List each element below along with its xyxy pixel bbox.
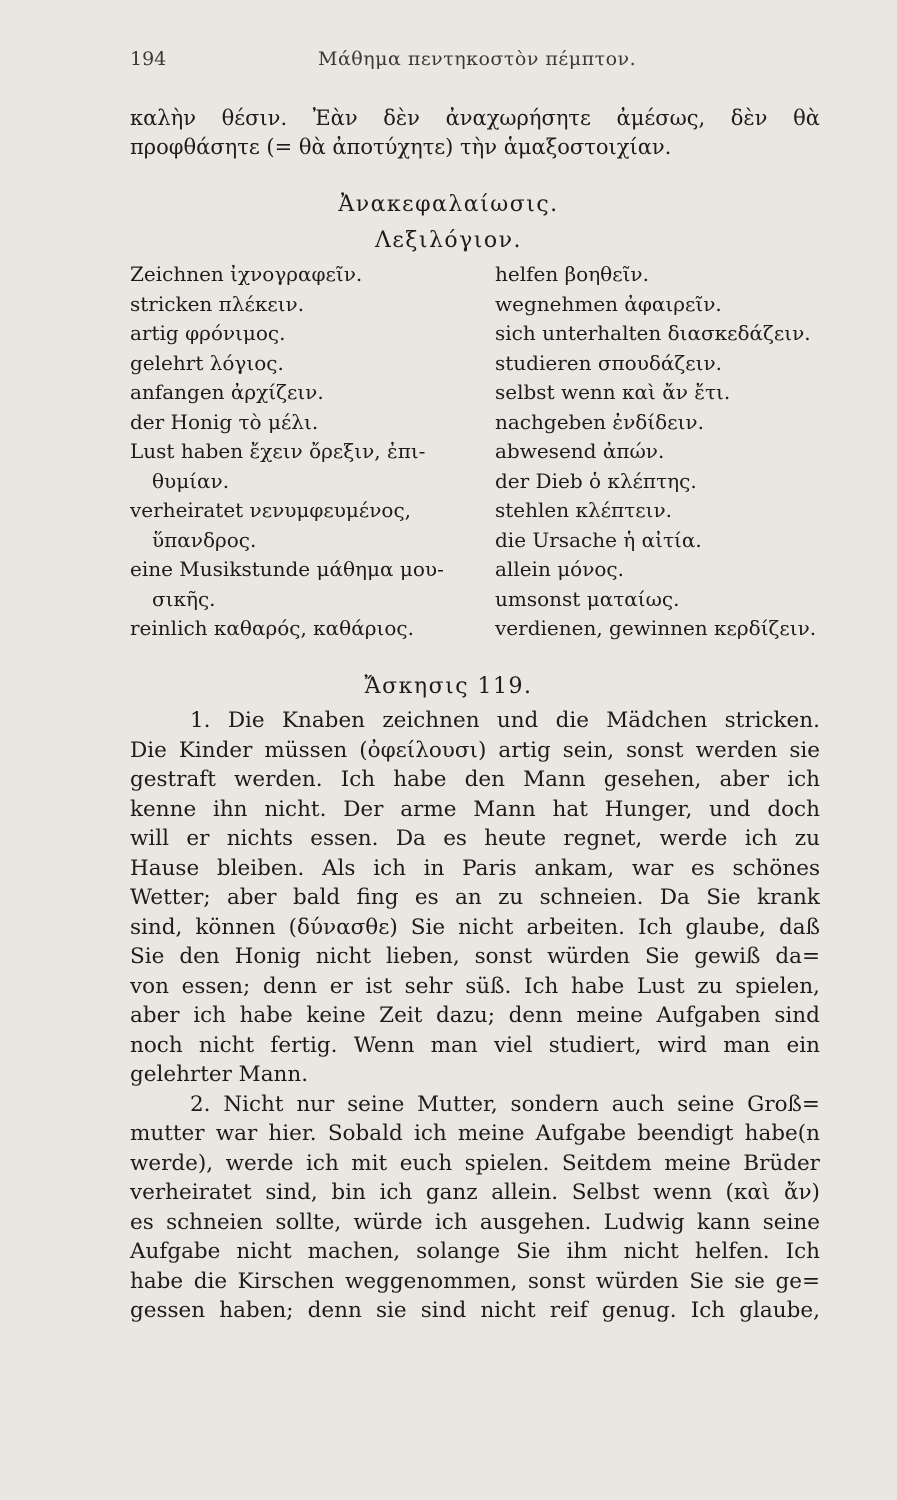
vocab-entry: nachgeben ἐνδίδειν.: [495, 409, 704, 434]
exercise-line: [130, 1149, 820, 1179]
vocab-entry: artig φρόνιμος.: [130, 321, 286, 345]
word: ἀναχωρήσητε: [445, 106, 591, 130]
word: nur: [296, 1091, 335, 1117]
word: ich: [379, 1180, 413, 1205]
word: und: [496, 708, 539, 733]
word: meine: [457, 1121, 525, 1146]
exercise-line: gelehrter Mann.: [130, 1062, 309, 1087]
exercise-line: [130, 1031, 820, 1061]
word: zeichnen: [382, 708, 480, 733]
word: keine: [306, 1003, 366, 1028]
word: und: [709, 796, 751, 822]
word: studiert,: [548, 1032, 642, 1058]
word: καλὴν: [130, 106, 196, 130]
word: auch: [611, 1091, 665, 1117]
running-title: Μάθημα πεντηκοστὸν πέμπτον.: [318, 48, 637, 70]
word: Sobald: [327, 1121, 403, 1146]
word: an: [455, 885, 482, 910]
word: man: [723, 1032, 771, 1058]
word: helfen.: [694, 1239, 770, 1264]
word: Knaben: [281, 708, 366, 733]
word: Ich: [340, 767, 376, 792]
word: es: [443, 826, 467, 851]
word: Hause: [130, 855, 200, 881]
word: bald: [292, 885, 341, 910]
word: seine: [347, 1091, 405, 1117]
word: sind: [774, 1003, 820, 1028]
word: krank: [756, 885, 820, 910]
exercise-line: [130, 706, 820, 736]
word: machen,: [307, 1239, 401, 1264]
word: 2.: [190, 1091, 211, 1117]
word: nicht: [198, 1032, 255, 1058]
word: sie: [789, 737, 820, 763]
word: ich: [744, 826, 778, 851]
vocab-entry-continuation: σικῆς.: [152, 586, 216, 611]
word: Wenn: [353, 1032, 415, 1058]
vocab-entry: eine Musikstunde μάθημα μου-: [130, 557, 444, 581]
word: Sie: [516, 1239, 551, 1264]
vocabulary-column-right: [495, 260, 840, 644]
word: Nicht: [223, 1091, 284, 1117]
word: von: [130, 973, 169, 999]
vocab-entry: studieren σπουδάζειν.: [495, 350, 722, 375]
word: verheiratet: [130, 1180, 252, 1205]
intro-line: προφθάσητε (= θὰ ἀποτύχητε) τὴν ἁμαξοστοιχίαν.: [130, 135, 672, 159]
exercise-line: [130, 913, 820, 943]
word: den: [179, 944, 220, 969]
word: denn: [508, 1003, 563, 1028]
word: die: [193, 1268, 228, 1294]
word: will: [130, 826, 170, 851]
word: Aufgabe: [535, 1121, 627, 1146]
word: glaube,: [739, 1298, 820, 1323]
word: (ὀφείλουσι): [359, 737, 487, 763]
word: gewiß: [694, 944, 761, 969]
word: habe: [571, 973, 625, 999]
word: Lust: [636, 973, 685, 999]
word: Sie: [689, 1268, 724, 1294]
word: sonst: [626, 737, 684, 763]
word: spielen.: [464, 1150, 550, 1176]
word: ich: [413, 1121, 447, 1146]
word: ἄν): [783, 1180, 820, 1205]
vocab-entry: selbst wenn καὶ ἄν ἔτι.: [495, 380, 731, 404]
word: weggenommen,: [344, 1268, 518, 1294]
word: gessen: [130, 1298, 206, 1323]
word: den: [464, 767, 505, 792]
word: Mädchen: [606, 708, 708, 733]
exercise-line: [130, 972, 820, 1002]
word: δὲν: [730, 106, 768, 130]
word: müssen: [264, 737, 348, 763]
word: Zeit: [379, 1003, 423, 1028]
word: sein,: [562, 737, 615, 763]
word: Ich: [785, 1239, 820, 1264]
word: werden: [695, 737, 778, 763]
word: aber: [130, 1003, 180, 1028]
word: Der: [343, 796, 384, 822]
word: werde: [225, 1150, 294, 1176]
vocab-entry: sich unterhalten διασκεδάζειν.: [495, 321, 811, 345]
word: (δύνασθε): [288, 914, 398, 940]
vocab-entry: umsonst ματαίως.: [495, 586, 680, 611]
word: artig: [498, 737, 551, 763]
word: Wetter;: [130, 885, 211, 910]
word: mutter: [130, 1121, 205, 1146]
word: wird: [657, 1032, 707, 1058]
word: Kinder: [178, 737, 253, 763]
exercise-line: [130, 1001, 820, 1031]
vocab-entry: stehlen κλέπτειν.: [495, 498, 672, 522]
word: sondern: [510, 1091, 599, 1117]
word: sehr: [404, 973, 453, 999]
page-header: [130, 48, 820, 74]
word: beendigt: [637, 1121, 734, 1146]
word: doch: [767, 796, 820, 822]
vocab-entry: reinlich καθαρός, καθάριος.: [130, 616, 414, 640]
word: ihm: [566, 1239, 608, 1264]
word: ist: [365, 973, 392, 999]
word: Sie: [706, 885, 741, 910]
word: werden.: [234, 767, 323, 792]
word: Kirschen: [237, 1268, 335, 1294]
word: bin: [331, 1180, 366, 1205]
word: fing: [356, 885, 399, 910]
word: er: [186, 826, 210, 851]
exercise-line: [130, 1237, 820, 1267]
word: essen;: [181, 973, 251, 999]
exercise-line: [130, 736, 820, 766]
word: ich: [787, 767, 820, 792]
exercise-line: [130, 883, 820, 913]
word: lieben,: [386, 944, 460, 969]
vocab-entry: gelehrt λόγιος.: [130, 350, 284, 375]
vocab-entry: der Dieb ὁ κλέπτης.: [495, 468, 697, 493]
word: θέσιν.: [221, 106, 288, 130]
word: schneien.: [539, 885, 644, 910]
word: ich: [306, 1150, 339, 1176]
word: war: [215, 1121, 258, 1146]
vocab-entry: anfangen ἀρχίζειν.: [130, 380, 324, 404]
word: nicht: [236, 1239, 292, 1264]
word: würden: [595, 1268, 679, 1294]
word: habe: [130, 1268, 184, 1294]
word: man: [430, 1032, 478, 1058]
word: Sie: [644, 944, 680, 969]
word: essen.: [310, 826, 379, 851]
word: heute: [484, 826, 547, 851]
word: nicht: [480, 1298, 536, 1323]
vocab-entry: die Ursache ἡ αἰτία.: [495, 527, 702, 552]
word: sonst: [474, 944, 533, 969]
word: solange: [416, 1239, 501, 1264]
word: kann: [696, 1209, 751, 1235]
exercise-line: [130, 1119, 820, 1149]
word: δὲν: [383, 106, 420, 130]
word: werde),: [130, 1150, 214, 1176]
vocab-entry-continuation: ὕπανδρος.: [152, 527, 257, 552]
word: war: [631, 855, 674, 881]
word: haben;: [219, 1298, 294, 1323]
word: 1.: [190, 708, 211, 733]
exercise-line: [130, 1090, 820, 1120]
vocab-entry: helfen βοηθεῖν.: [495, 262, 649, 286]
word: nicht: [458, 914, 514, 940]
word: Da: [395, 826, 426, 851]
word: habe: [239, 1003, 293, 1028]
word: ein: [786, 1032, 820, 1058]
vocab-entry: wegnehmen ἀφαιρεῖν.: [495, 291, 722, 316]
word: Ich: [523, 973, 559, 999]
vocab-entry: Lust haben ἔχειν ὄρεξιν, ἐπι-: [130, 439, 426, 463]
word: Paris: [462, 855, 517, 881]
exercise-line: [130, 1178, 820, 1208]
word: die: [555, 708, 589, 733]
word: gesehen,: [603, 767, 702, 792]
intro-line: [130, 104, 820, 133]
word: sollte,: [275, 1209, 342, 1235]
word: genug.: [601, 1298, 677, 1323]
word: zu: [697, 973, 723, 999]
word: regnet,: [563, 826, 643, 851]
word: aber: [719, 767, 770, 792]
word: ausgehen.: [479, 1209, 592, 1235]
word: es: [130, 1209, 154, 1235]
word: Ludwig: [603, 1209, 685, 1235]
word: ganz: [425, 1180, 478, 1205]
word: reif: [549, 1298, 588, 1323]
word: euch: [399, 1150, 453, 1176]
word: sind: [420, 1298, 467, 1323]
word: meine: [664, 1150, 731, 1176]
word: Honig: [234, 944, 301, 969]
vocabulary-column-left: [130, 260, 470, 644]
word: bleiben.: [216, 855, 305, 881]
word: kenne: [130, 796, 197, 822]
word: habe: [393, 767, 447, 792]
vocabulary-heading: Λεξιλόγιον.: [374, 228, 523, 253]
vocab-entry: abwesend ἀπών.: [495, 439, 665, 463]
vocab-entry: Zeichnen ἰχνογραφεῖν.: [130, 262, 363, 286]
word: denn: [307, 1298, 362, 1323]
word: ἀμέσως,: [616, 106, 706, 130]
word: es: [691, 855, 715, 881]
vocab-entry: verheiratet νενυμφευμένος,: [130, 498, 412, 522]
word: zu: [498, 885, 524, 910]
word: ich: [193, 1003, 226, 1028]
word: nichts: [226, 826, 293, 851]
word: mit: [351, 1150, 388, 1176]
exercise-line: [130, 795, 820, 825]
exercise-line: [130, 942, 820, 972]
word: in: [423, 855, 445, 881]
word: ge=: [775, 1268, 820, 1294]
word: Mann: [473, 796, 536, 822]
word: allein.: [491, 1180, 559, 1205]
exercise-line: [130, 1296, 820, 1326]
exercise-line: [130, 824, 820, 854]
word: Mann: [523, 767, 586, 792]
word: Die: [227, 708, 265, 733]
word: spielen,: [735, 973, 820, 999]
vocab-entry: verdienen, gewinnen κερδίζειν.: [495, 616, 817, 640]
word: hat: [552, 796, 588, 822]
vocab-entry: allein μόνος.: [495, 557, 624, 581]
word: viel: [493, 1032, 533, 1058]
word: sind,: [130, 914, 183, 940]
word: dazu;: [435, 1003, 495, 1028]
word: Da: [659, 885, 690, 910]
word: Ich: [690, 1298, 726, 1323]
word: fertig.: [270, 1032, 338, 1058]
word: Die: [130, 737, 167, 763]
word: arbeiten.: [526, 914, 625, 940]
word: noch: [130, 1032, 183, 1058]
word: (καὶ: [725, 1180, 771, 1205]
word: aber: [226, 885, 277, 910]
word: arme: [400, 796, 457, 822]
word: gestraft: [130, 767, 216, 792]
word: Selbst: [571, 1180, 640, 1205]
word: nicht.: [264, 796, 327, 822]
word: glaube,: [685, 914, 766, 940]
word: θὰ: [793, 106, 820, 130]
exercise-line: [130, 1267, 820, 1297]
word: sind,: [265, 1180, 318, 1205]
word: Ἐὰν: [312, 106, 358, 130]
word: ihn: [212, 796, 248, 822]
word: schneien: [166, 1209, 264, 1235]
word: da=: [775, 944, 820, 969]
word: sie: [375, 1298, 407, 1323]
word: Als: [322, 855, 356, 881]
recap-heading: Ἀνακεφαλαίωσις.: [338, 192, 559, 217]
word: Aufgabe: [130, 1239, 221, 1264]
word: Mutter,: [417, 1091, 498, 1117]
word: Aufgaben: [656, 1003, 761, 1028]
word: ankam,: [534, 855, 615, 881]
word: Sie: [410, 914, 446, 940]
word: schönes: [732, 855, 820, 881]
word: sonst: [527, 1268, 586, 1294]
word: Seitdem: [561, 1150, 652, 1176]
word: Ich: [637, 914, 673, 940]
exercise-text: [130, 706, 820, 1326]
word: habe(n: [744, 1121, 820, 1146]
word: stricken.: [724, 708, 820, 733]
word: werde: [659, 826, 728, 851]
word: ich: [373, 855, 406, 881]
page-number: 194: [130, 48, 167, 70]
word: würden: [547, 944, 630, 969]
word: Groß=: [747, 1091, 820, 1117]
word: daß: [779, 914, 820, 940]
exercise-heading: Ἄσκησις 119.: [364, 674, 533, 699]
word: meine: [576, 1003, 643, 1028]
vocab-entry: der Honig τὸ μέλι.: [130, 409, 319, 434]
vocab-entry: stricken πλέκειν.: [130, 291, 305, 316]
word: denn: [262, 973, 318, 999]
word: seine: [762, 1209, 820, 1235]
exercise-line: [130, 854, 820, 884]
exercise-line: [130, 1208, 820, 1238]
word: hier.: [268, 1121, 317, 1146]
word: ich: [434, 1209, 468, 1235]
word: Brüder: [743, 1150, 820, 1176]
word: nicht: [623, 1239, 679, 1264]
word: zu: [794, 826, 820, 851]
word: sie: [734, 1268, 765, 1294]
word: wenn: [653, 1180, 712, 1205]
word: können: [195, 914, 276, 940]
word: Sie: [130, 944, 165, 969]
word: er: [329, 973, 353, 999]
vocab-entry-continuation: θυμίαν.: [152, 468, 230, 493]
word: es: [414, 885, 439, 910]
word: seine: [677, 1091, 735, 1117]
word: Hunger,: [604, 796, 693, 822]
exercise-line: [130, 765, 820, 795]
intro-paragraph: [130, 104, 820, 162]
word: süß.: [465, 973, 512, 999]
word: würde: [353, 1209, 423, 1235]
word: nicht: [315, 944, 372, 969]
